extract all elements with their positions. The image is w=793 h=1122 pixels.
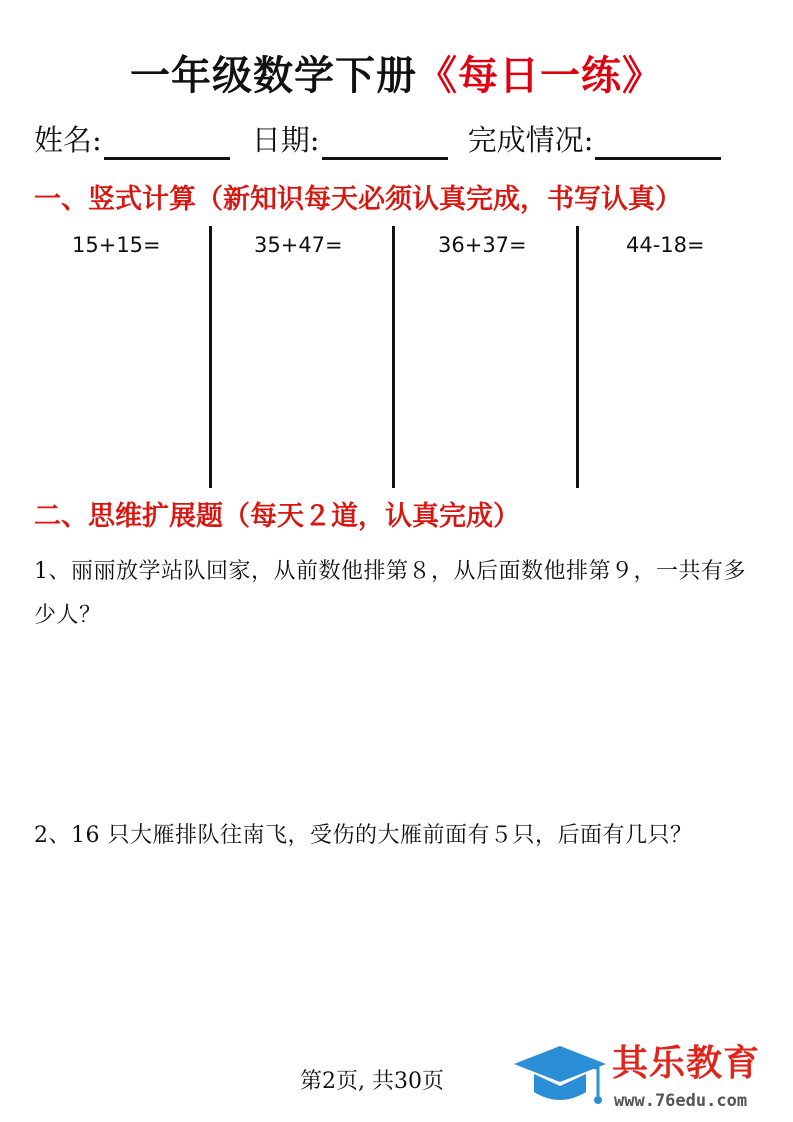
completion-field xyxy=(468,120,722,160)
calc-problem: 35+47= xyxy=(254,233,343,257)
calc-problem: 15+15= xyxy=(72,233,161,257)
name-blank[interactable] xyxy=(104,125,230,160)
date-label: 日期: xyxy=(251,123,320,157)
completion-blank[interactable] xyxy=(595,125,721,160)
calc-problem: 44-18= xyxy=(626,233,705,257)
calc-problem: 36+37= xyxy=(438,233,527,257)
vertical-calculation-grid xyxy=(26,226,762,488)
title-main: 一年级数学下册 xyxy=(130,53,417,99)
name-field xyxy=(34,120,252,160)
column-divider xyxy=(209,226,212,488)
column-divider xyxy=(576,226,579,488)
word-problem: 1、丽丽放学站队回家，从前数他排第８，从后面数他排第９，一共有多少人？ xyxy=(34,559,746,628)
page-title xyxy=(0,48,793,104)
completion-label: 完成情况: xyxy=(467,123,594,157)
word-problem: 2、16 只大雁排队往南飞，受伤的大雁前面有５只，后面有几只？ xyxy=(34,823,693,848)
name-label: 姓名: xyxy=(34,123,102,157)
graduation-cap-icon xyxy=(512,1042,608,1114)
section2-heading: 二、思维扩展题（每天２道，认真完成） xyxy=(34,501,520,532)
brand-logo xyxy=(512,1040,787,1116)
column-divider xyxy=(392,226,395,488)
date-field xyxy=(252,120,468,160)
date-blank[interactable] xyxy=(322,125,448,160)
page-number: 第2页, 共30页 xyxy=(300,1069,444,1094)
student-info-row xyxy=(34,120,721,160)
brand-name: 其乐教育 xyxy=(612,1043,761,1084)
section1-heading: 一、竖式计算（新知识每天必须认真完成，书写认真） xyxy=(34,184,682,215)
title-highlight: 《每日一练》 xyxy=(417,53,663,99)
brand-url: www.76edu.com xyxy=(614,1091,748,1111)
